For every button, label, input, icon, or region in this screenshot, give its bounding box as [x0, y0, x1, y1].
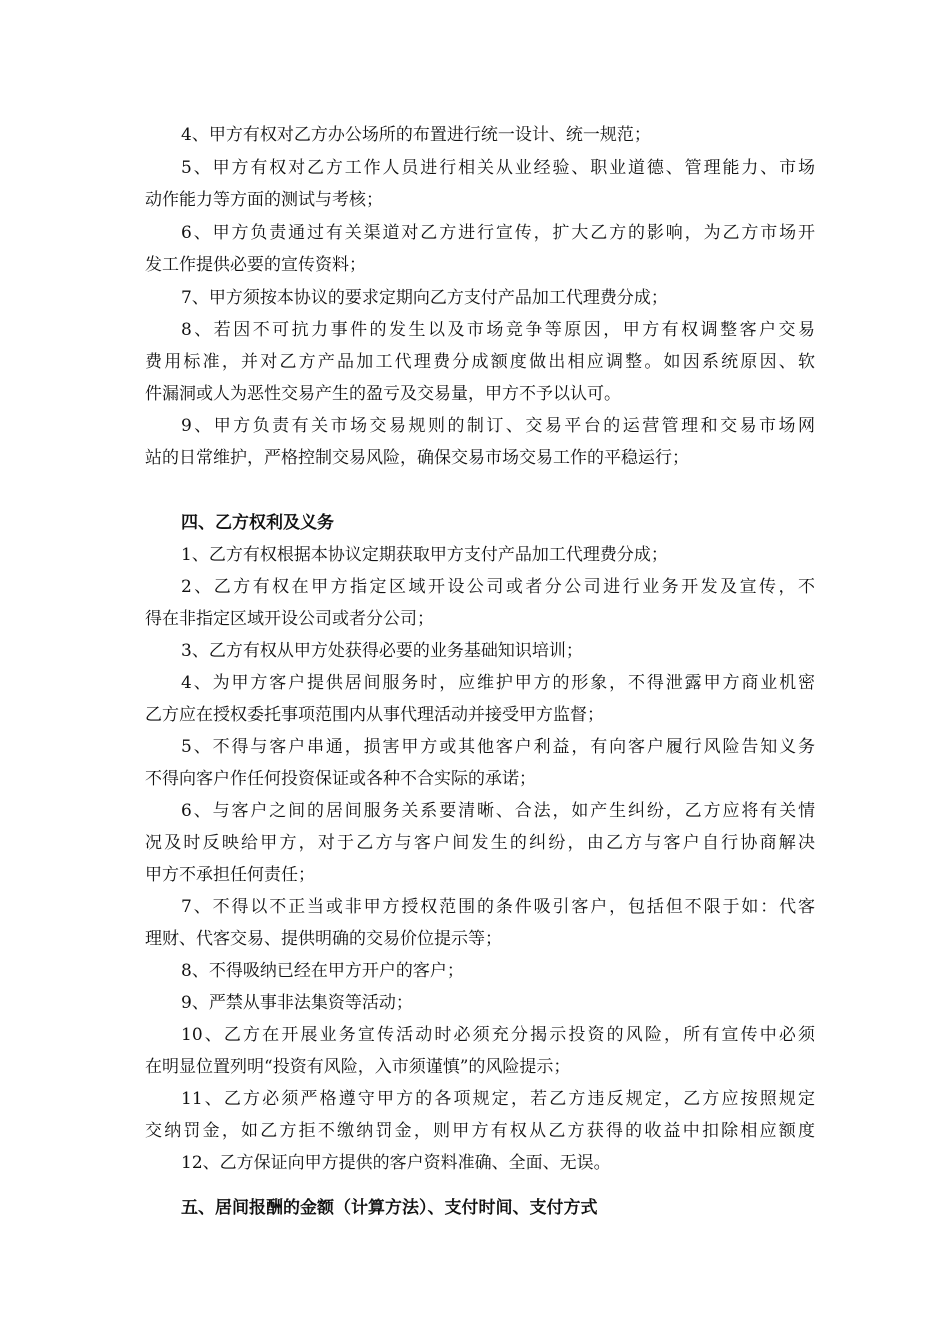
s4-item12-line1: 12、乙方保证向甲方提供的客户资料准确、全面、无误。: [181, 1153, 611, 1173]
s4-item6-line2: 况及时反映给甲方，对于乙方与客户间发生的纠纷，由乙方与客户自行协商解决: [145, 833, 815, 853]
s3-item9-line2: 站的日常维护，严格控制交易风险，确保交易市场交易工作的平稳运行；: [145, 448, 689, 468]
s3-item7-line1: 7、甲方须按本协议的要求定期向乙方支付产品加工代理费分成；: [181, 288, 668, 308]
s4-item6-line1: 6、与客户之间的居间服务关系要清晰、合法，如产生纠纷，乙方应将有关情: [181, 801, 815, 821]
s3-item6-line1: 6、甲方负责通过有关渠道对乙方进行宣传，扩大乙方的影响，为乙方市场开: [181, 223, 815, 243]
s3-item5-line1: 5、甲方有权对乙方工作人员进行相关从业经验、职业道德、管理能力、市场: [181, 158, 815, 178]
s3-item9-line1: 9、甲方负责有关市场交易规则的制订、交易平台的运营管理和交易市场网: [181, 416, 815, 436]
s4-item4-line2: 乙方应在授权委托事项范围内从事代理活动并接受甲方监督；: [145, 705, 604, 725]
s4-item7-line1: 7、不得以不正当或非甲方授权范围的条件吸引客户，包括但不限于如：代客: [181, 897, 815, 917]
s3-item8-line3: 件漏洞或人为恶性交易产生的盈亏及交易量，甲方不予以认可。: [145, 384, 621, 404]
s4-item11-line1: 11、乙方必须严格遵守甲方的各项规定，若乙方违反规定，乙方应按照规定: [181, 1089, 815, 1109]
s3-item5-line2: 动作能力等方面的测试与考核；: [145, 190, 383, 210]
s4-item9-line1: 9、严禁从事非法集资等活动；: [181, 993, 413, 1013]
s4-item7-line2: 理财、代客交易、提供明确的交易价位提示等；: [145, 929, 502, 949]
section4-heading: 四、乙方权利及义务: [181, 513, 334, 533]
s4-item8-line1: 8、不得吸纳已经在甲方开户的客户；: [181, 961, 464, 981]
s3-item4-line1: 4、甲方有权对乙方办公场所的布置进行统一设计、统一规范；: [181, 125, 651, 145]
s4-item5-line1: 5、不得与客户串通，损害甲方或其他客户利益，有向客户履行风险告知义务: [181, 737, 815, 757]
s3-item6-line2: 发工作提供必要的宣传资料；: [145, 255, 366, 275]
s4-item4-line1: 4、为甲方客户提供居间服务时，应维护甲方的形象，不得泄露甲方商业机密: [181, 673, 815, 693]
s4-item6-line3: 甲方不承担任何责任；: [145, 865, 315, 885]
s4-item11-line2: 交纳罚金，如乙方拒不缴纳罚金，则甲方有权从乙方获得的收益中扣除相应额度: [145, 1121, 815, 1141]
s4-item2-line2: 得在非指定区域开设公司或者分公司；: [145, 609, 434, 629]
s4-item5-line2: 不得向客户作任何投资保证或各种不合实际的承诺；: [145, 769, 536, 789]
section5-heading: 五、居间报酬的金额（计算方法）、支付时间、支付方式: [181, 1198, 598, 1218]
s4-item10-line1: 10、乙方在开展业务宣传活动时必须充分揭示投资的风险，所有宣传中必须: [181, 1025, 815, 1045]
s3-item8-line2: 费用标准，并对乙方产品加工代理费分成额度做出相应调整。如因系统原因、软: [145, 352, 815, 372]
s4-item2-line1: 2、乙方有权在甲方指定区域开设公司或者分公司进行业务开发及宣传，不: [181, 577, 815, 597]
s3-item8-line1: 8、若因不可抗力事件的发生以及市场竞争等原因，甲方有权调整客户交易: [181, 320, 815, 340]
s4-item1-line1: 1、乙方有权根据本协议定期获取甲方支付产品加工代理费分成；: [181, 545, 668, 565]
s4-item10-line2: 在明显位置列明“投资有风险，入市须谨慎”的风险提示；: [145, 1057, 571, 1077]
s4-item3-line1: 3、乙方有权从甲方处获得必要的业务基础知识培训；: [181, 641, 583, 661]
